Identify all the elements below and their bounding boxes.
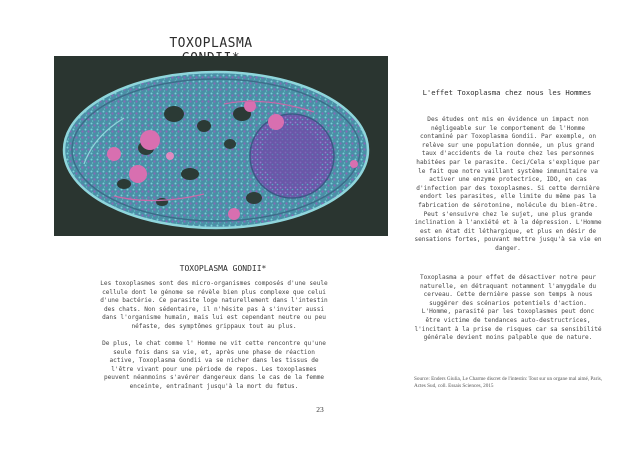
- page-spread: [16, 16, 624, 436]
- page-number: 23: [316, 405, 324, 414]
- toxoplasma-micrograph: [54, 56, 388, 236]
- page-title: TOXOPLASMA: [169, 36, 253, 51]
- right-section-title: L'effet Toxoplasma chez nous les Hommes: [422, 88, 592, 97]
- left-paragraph-2: De plus, le chat comme l' Homme ne vit cette rencontre qu'une seule fois dans sa vie, et, après une phase de réaction active, Toxoplasma Gondii va se nicher dans les tissus de l'être vivant pour une période de repos. Les toxoplasmes peuvent néanmoins s'avérer dangereux dans le cas de la femme enceinte, entraînant jusqu'à la mort du fœtus.: [102, 340, 326, 390]
- image-caption: TOXOPLASMA GONDII*: [179, 264, 267, 273]
- source-note: Source: Enders Giulia, Le Charme discret de l'intestin: Tout sur un organe mal aimé, Paris, Actes Sud, coll. Essais Sciences, 2015: [414, 376, 603, 389]
- left-paragraph-1: Les toxoplasmes sont des micro-organismes composés d'une seule cellule dont le génome se révèle bien plus complexe que celui d'une bactérie. Ce parasite loge naturellement dans l'intestin des chats. Non sédentaire, il n'hésite pas à s'inviter aussi dans l'organisme humain, mais lui est cependant neutre ou peu néfaste, des symptômes grippaux tout au plus.: [100, 280, 328, 330]
- right-paragraph-1: Des études ont mis en évidence un impact non négligeable sur le comportement de l'Homme contaminé par Toxoplasma Gondii. Par exemple, on relève sur une population donnée, un plus grand taux d'accidents de la route chez les personnes habitées par le parasite. Ceci/Cela s'explique par le fait que notre vaillant système immunitaire va activer une enzyme protectrice, IDO, en cas d'infection par des toxoplasmes. Si cette dernière endort les parasites, elle limite du même pas la fabrication de sérotonine, molécule du bien-être. Peut s'ensuivre chez le sujet, une plus grande inclination à l'anxiété et à la dépression. L'Homme est en état dit léthargique, et plus en désir de sensations fortes, pouvant mettre jusqu'à sa vie en danger.: [414, 116, 602, 252]
- right-paragraph-2: Toxoplasma a pour effet de désactiver notre peur naturelle, en détraquant notamment l'amygdale du cerveau. Cette dernière passe son temps à nous suggérer des scénarios potentiels d'action. L'Homme, parasité par les toxoplasmes peut donc être victime de tendances auto-destructrices, l'incitant à la prise de risques car sa sensibilité générale devient moins palpable que de nature.: [414, 274, 602, 342]
